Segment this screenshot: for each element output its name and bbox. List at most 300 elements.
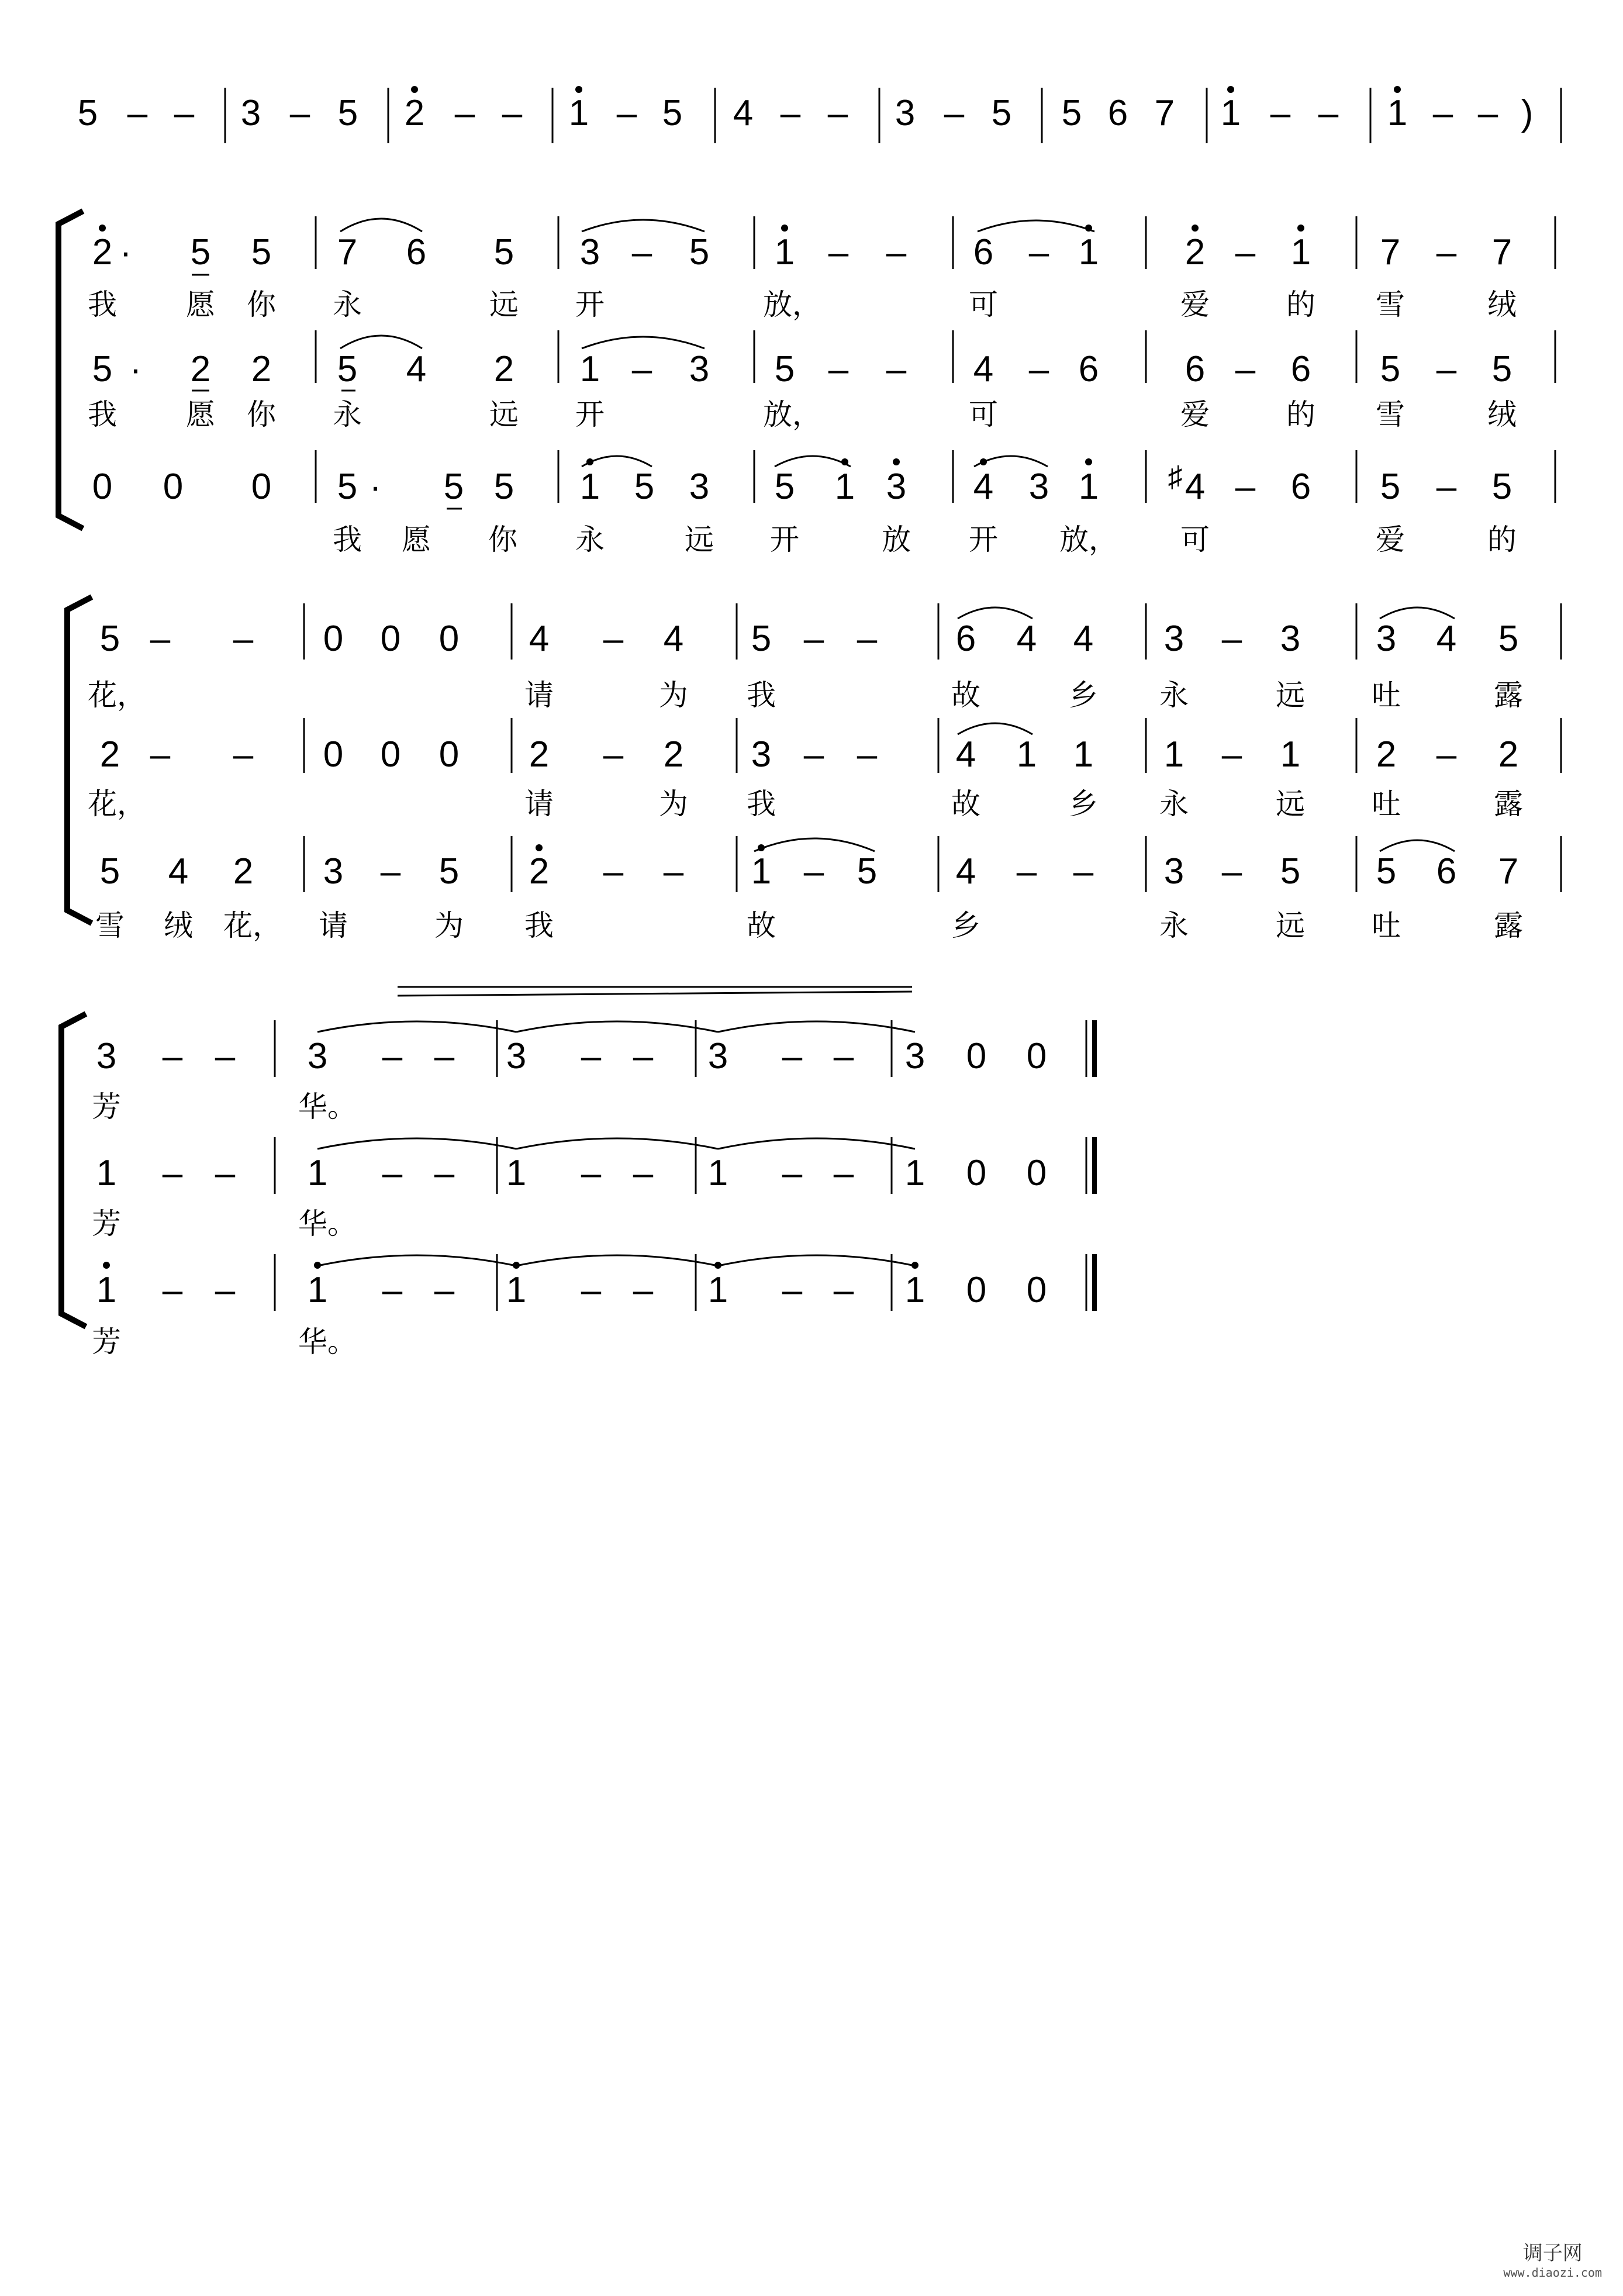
lyric: 放， [1059, 523, 1118, 557]
note: 3 [751, 734, 772, 775]
note: – [434, 1036, 455, 1076]
note: 1 [904, 1270, 926, 1310]
note: 5 [443, 467, 464, 507]
lyric: 故 [951, 678, 980, 712]
octave-dot [314, 1262, 321, 1269]
note: 5 [1376, 851, 1397, 892]
note: – [162, 1270, 183, 1310]
note: 7 [1380, 232, 1401, 272]
crescendo-line [398, 992, 912, 996]
lyric: 开 [575, 288, 605, 322]
note: – [162, 1036, 183, 1076]
note: – [633, 1153, 654, 1193]
lyric: 的 [1487, 523, 1517, 557]
note: 1 [1280, 734, 1301, 775]
lyric: 为 [434, 909, 464, 942]
intro-note: – [1477, 93, 1498, 133]
note: – [382, 1153, 403, 1193]
octave-dot [1394, 86, 1401, 93]
lyric: 我 [747, 787, 776, 821]
note: 2 [1376, 734, 1397, 775]
note: 6 [973, 232, 994, 272]
note: – [434, 1153, 455, 1193]
note: 4 [529, 619, 550, 659]
lyric: 露 [1494, 787, 1523, 821]
lyric: 绒 [1487, 288, 1517, 322]
lyric: 远 [1276, 787, 1305, 821]
note: – [1221, 851, 1242, 892]
lyric: 芳 [92, 1207, 121, 1241]
tie-slur [582, 337, 705, 348]
intro-note: – [502, 93, 523, 133]
note: 0 [380, 619, 401, 659]
lyric: 芳 [92, 1090, 121, 1124]
octave-dot [103, 1262, 110, 1269]
system-bracket [61, 1014, 86, 1327]
note: 6 [406, 232, 427, 272]
note: – [1436, 232, 1457, 272]
augmentation-dot: · [369, 467, 382, 507]
note: – [233, 619, 254, 659]
note: – [857, 734, 878, 775]
tie-slur [958, 723, 1032, 734]
intro-note: – [1270, 93, 1291, 133]
tie-slur [1380, 840, 1455, 851]
note: 3 [689, 467, 710, 507]
note: 3 [886, 467, 907, 507]
lyric: 我 [747, 678, 776, 712]
note: 6 [1185, 349, 1206, 389]
tie-slur [340, 336, 422, 348]
note: 1 [506, 1153, 527, 1193]
lyric: 的 [1286, 288, 1315, 322]
note: 1 [506, 1270, 527, 1310]
octave-dot [714, 1262, 721, 1269]
note: 3 [689, 349, 710, 389]
lyric: 永 [1159, 678, 1189, 712]
note: 1 [1016, 734, 1037, 775]
note: 2 [233, 851, 254, 892]
tie-slur [340, 219, 422, 232]
note: 6 [955, 619, 976, 659]
note: 1 [579, 467, 600, 507]
octave-dot [536, 844, 543, 851]
tie-slur [516, 1021, 718, 1032]
octave-dot [911, 1262, 918, 1269]
watermark-url: www.diaozi.com [1503, 2266, 1602, 2280]
tie-slur [582, 456, 652, 467]
note: 3 [579, 232, 600, 272]
lyric: 爱 [1180, 288, 1210, 322]
lyric: 我 [88, 288, 117, 322]
note: 3 [506, 1036, 527, 1076]
octave-dot [1085, 458, 1092, 465]
note: 0 [323, 619, 344, 659]
note: – [833, 1036, 854, 1076]
site-watermark [1503, 2237, 1602, 2280]
lyric: 乡 [1069, 787, 1098, 821]
intro-note: – [289, 93, 310, 133]
lyric: 你 [247, 398, 276, 431]
lyric: 永 [333, 398, 362, 431]
intro-note: 5 [662, 93, 683, 133]
tie-slur [775, 456, 851, 467]
intro-note: – [174, 93, 195, 133]
note: 1 [579, 349, 600, 389]
note: 5 [1491, 349, 1513, 389]
watermark-logo-text: 调子网 [1522, 2242, 1583, 2265]
tie-slur [582, 220, 705, 232]
lyric: 请 [319, 909, 348, 942]
intro-note: 1 [1220, 93, 1241, 133]
intro-note: – [944, 93, 965, 133]
intro-note: – [1318, 93, 1339, 133]
lyric: 绒 [164, 909, 193, 942]
note: 0 [1026, 1036, 1047, 1076]
intro-note: 3 [895, 93, 916, 133]
intro-note: 7 [1154, 93, 1175, 133]
tie-slur [718, 1021, 915, 1032]
note: 2 [190, 349, 211, 389]
lyric: 请 [524, 678, 554, 712]
sharp-sign: ♯ [1168, 460, 1183, 493]
system-bracket [67, 597, 92, 923]
note: 5 [774, 349, 795, 389]
note: 5 [493, 467, 514, 507]
note: 1 [96, 1153, 117, 1193]
lyric: 乡 [1069, 678, 1098, 712]
note: 0 [1026, 1270, 1047, 1310]
note: 5 [438, 851, 460, 892]
lyric: 放 [882, 523, 911, 557]
note: – [1235, 349, 1256, 389]
note: – [215, 1036, 236, 1076]
note: 0 [323, 734, 344, 775]
intro-note: 1 [568, 93, 589, 133]
note: – [581, 1036, 602, 1076]
octave-dot [781, 225, 788, 232]
note: – [828, 232, 849, 272]
note: 6 [1290, 467, 1311, 507]
intro-note: – [127, 93, 148, 133]
note: – [215, 1270, 236, 1310]
note: 4 [168, 851, 189, 892]
lyric: 永 [333, 288, 362, 322]
lyric: 吐 [1372, 787, 1401, 821]
intro-note: 4 [733, 93, 754, 133]
note: 2 [92, 232, 113, 272]
note: 1 [307, 1153, 328, 1193]
note: 5 [857, 851, 878, 892]
lyric: 可 [969, 288, 998, 322]
note: 4 [1185, 467, 1206, 507]
lyric: 故 [747, 909, 776, 942]
augmentation-dot: · [119, 232, 132, 272]
note: – [631, 349, 652, 389]
note: 4 [663, 619, 684, 659]
lyric: 芳 [92, 1325, 121, 1359]
lyric: 远 [1276, 909, 1305, 942]
note: 3 [1280, 619, 1301, 659]
note: – [603, 734, 624, 775]
lyric: 愿 [186, 398, 215, 431]
note: 5 [1498, 619, 1519, 659]
note: – [233, 734, 254, 775]
system-bracket [58, 211, 83, 529]
note: 5 [337, 349, 358, 389]
note: – [886, 349, 907, 389]
note: – [633, 1036, 654, 1076]
tie-slur [317, 1021, 516, 1032]
lyric: 你 [247, 288, 276, 322]
note: – [382, 1036, 403, 1076]
note: – [803, 851, 824, 892]
note: – [1221, 734, 1242, 775]
lyric: 我 [88, 398, 117, 431]
note: – [1028, 349, 1049, 389]
note: – [803, 619, 824, 659]
tie-slur [516, 1138, 718, 1149]
lyric: 露 [1494, 909, 1523, 942]
note: 1 [1073, 734, 1094, 775]
note: – [886, 232, 907, 272]
lyric: 开 [770, 523, 799, 557]
note: 0 [380, 734, 401, 775]
note: 3 [1163, 619, 1185, 659]
intro-note: – [827, 93, 848, 133]
note: – [1235, 232, 1256, 272]
lyric: 远 [685, 523, 714, 557]
octave-dot [1192, 225, 1199, 232]
lyric: 吐 [1372, 909, 1401, 942]
note: – [1073, 851, 1094, 892]
note: 1 [774, 232, 795, 272]
lyric: 华。 [298, 1325, 357, 1359]
lyric: 远 [489, 398, 519, 431]
note: 0 [251, 467, 272, 507]
note: – [782, 1036, 803, 1076]
note: 3 [1376, 619, 1397, 659]
note: 4 [1016, 619, 1037, 659]
intro-note: 3 [240, 93, 261, 133]
note: 4 [973, 349, 994, 389]
note: – [581, 1153, 602, 1193]
note: 1 [707, 1270, 728, 1310]
note: 5 [251, 232, 272, 272]
note: 3 [1163, 851, 1185, 892]
note: 1 [307, 1270, 328, 1310]
lyric: 放， [763, 398, 821, 431]
note: – [603, 619, 624, 659]
note: 0 [1026, 1153, 1047, 1193]
intro-note: 5 [77, 93, 98, 133]
note: – [833, 1153, 854, 1193]
note: 0 [966, 1270, 987, 1310]
note: 5 [774, 467, 795, 507]
lyric: 开 [969, 523, 998, 557]
note: 4 [955, 734, 976, 775]
note: 5 [751, 619, 772, 659]
lyric: 雪 [1376, 398, 1405, 431]
note: – [162, 1153, 183, 1193]
note: 4 [406, 349, 427, 389]
note: 5 [1380, 467, 1401, 507]
tie-slur [718, 1138, 915, 1149]
note: 1 [1163, 734, 1185, 775]
note: – [215, 1153, 236, 1193]
lyric: 华。 [298, 1207, 357, 1241]
tie-slur [516, 1255, 718, 1266]
note: 4 [1073, 619, 1094, 659]
note: – [1028, 232, 1049, 272]
note: – [150, 734, 171, 775]
note: 3 [96, 1036, 117, 1076]
lyric: 爱 [1376, 523, 1405, 557]
note: – [663, 851, 684, 892]
tie-slur [958, 607, 1032, 619]
note: 2 [251, 349, 272, 389]
intro-note: 2 [404, 93, 425, 133]
note: – [1235, 467, 1256, 507]
note: – [828, 349, 849, 389]
note: – [1221, 619, 1242, 659]
note: 1 [1078, 467, 1099, 507]
intro-note: 5 [337, 93, 358, 133]
lyric: 吐 [1372, 678, 1401, 712]
note: 0 [92, 467, 113, 507]
tie-slur [1380, 607, 1455, 619]
intro-note: – [780, 93, 801, 133]
note: 5 [1380, 349, 1401, 389]
note: 5 [190, 232, 211, 272]
octave-dot [513, 1262, 520, 1269]
note: – [782, 1270, 803, 1310]
note: 2 [663, 734, 684, 775]
note: 1 [904, 1153, 926, 1193]
note: – [1436, 467, 1457, 507]
lyric: 爱 [1180, 398, 1210, 431]
lyric: 雪 [1376, 288, 1405, 322]
note: 3 [323, 851, 344, 892]
tie-slur [718, 1255, 915, 1266]
note: – [434, 1270, 455, 1310]
intro-note: 5 [991, 93, 1012, 133]
note: 6 [1078, 349, 1099, 389]
note: 6 [1290, 349, 1311, 389]
note: 3 [1028, 467, 1049, 507]
lyric: 绒 [1487, 398, 1517, 431]
note: 5 [634, 467, 655, 507]
intro-note: – [454, 93, 475, 133]
note: 1 [751, 851, 772, 892]
note: – [603, 851, 624, 892]
lyric: 远 [489, 288, 519, 322]
lyric: 永 [575, 523, 605, 557]
note: 4 [1436, 619, 1457, 659]
note: 0 [163, 467, 184, 507]
note: 3 [904, 1036, 926, 1076]
lyric: 愿 [186, 288, 215, 322]
note: 7 [1498, 851, 1519, 892]
augmentation-dot: · [129, 349, 142, 389]
note: – [833, 1270, 854, 1310]
lyric: 为 [659, 678, 688, 712]
note: 1 [96, 1270, 117, 1310]
note: 0 [966, 1036, 987, 1076]
intro-note: – [1432, 93, 1453, 133]
lyric: 花， [223, 909, 282, 942]
octave-dot [411, 86, 418, 93]
octave-dot [1297, 225, 1304, 232]
lyric: 永 [1159, 909, 1189, 942]
note: 4 [955, 851, 976, 892]
note: – [857, 619, 878, 659]
intro-note: 5 [1061, 93, 1082, 133]
octave-dot [99, 225, 106, 232]
note: 1 [1290, 232, 1311, 272]
tie-slur [978, 220, 1094, 232]
note: – [380, 851, 401, 892]
lyric: 请 [524, 787, 554, 821]
note: 2 [493, 349, 514, 389]
lyric: 乡 [951, 909, 980, 942]
lyric: 露 [1494, 678, 1523, 712]
lyric: 花， [88, 787, 146, 821]
note: 5 [1491, 467, 1513, 507]
tie-slur [974, 456, 1048, 467]
octave-dot [1227, 86, 1234, 93]
note: 5 [337, 467, 358, 507]
intro-note: 6 [1107, 93, 1128, 133]
lyric: 的 [1286, 398, 1315, 431]
tie-slur [754, 838, 875, 851]
note: 2 [1498, 734, 1519, 775]
note: 5 [689, 232, 710, 272]
octave-dot [893, 458, 900, 465]
lyric: 我 [524, 909, 554, 942]
note: – [633, 1270, 654, 1310]
note: 5 [1280, 851, 1301, 892]
lyric: 开 [575, 398, 605, 431]
note: 4 [973, 467, 994, 507]
intro-note: 1 [1387, 93, 1408, 133]
lyric: 愿 [402, 523, 431, 557]
intro-note: – [616, 93, 637, 133]
note: 0 [966, 1153, 987, 1193]
note: 6 [1436, 851, 1457, 892]
note: 1 [1078, 232, 1099, 272]
note: 1 [707, 1153, 728, 1193]
lyric: 华。 [298, 1090, 357, 1124]
note: – [382, 1270, 403, 1310]
note: 3 [307, 1036, 328, 1076]
note: – [581, 1270, 602, 1310]
note: 5 [92, 349, 113, 389]
note: – [631, 232, 652, 272]
note: 3 [707, 1036, 728, 1076]
note: 2 [99, 734, 120, 775]
note: – [150, 619, 171, 659]
note: 1 [834, 467, 855, 507]
note: 5 [493, 232, 514, 272]
tie-slur [317, 1255, 516, 1266]
lyric: 我 [333, 523, 362, 557]
note: 5 [99, 619, 120, 659]
lyric: 可 [1180, 523, 1210, 557]
note: 7 [1491, 232, 1513, 272]
intro-note: ) [1521, 93, 1534, 133]
note: 2 [529, 734, 550, 775]
